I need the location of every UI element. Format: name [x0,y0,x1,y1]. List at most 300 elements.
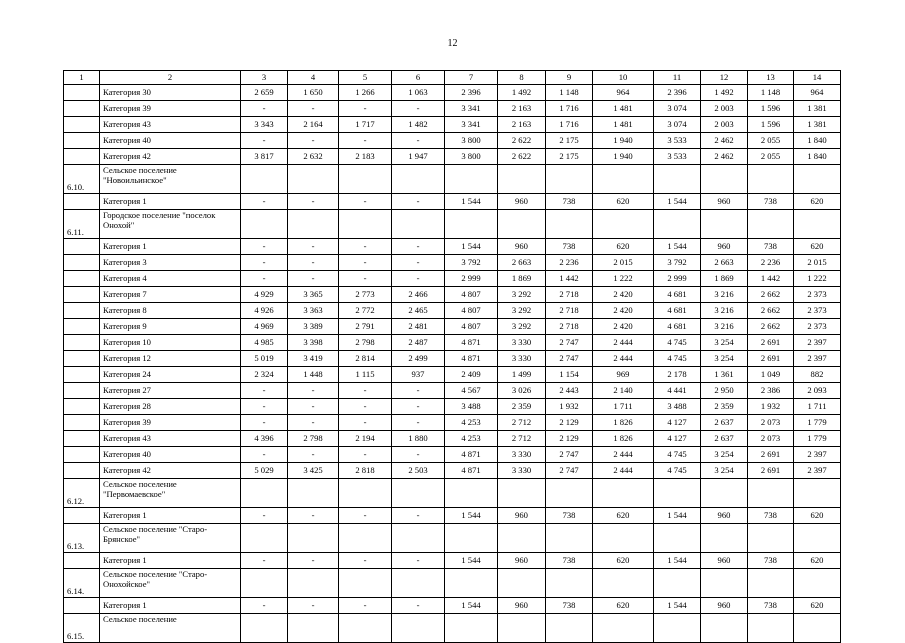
row-number [64,463,100,479]
column-header: 9 [546,71,593,85]
value-cell: 738 [546,598,593,614]
column-header: 2 [100,71,241,85]
value-cell: - [392,383,445,399]
value-cell: 4 871 [445,351,498,367]
value-cell [339,479,392,508]
value-cell: 738 [748,598,794,614]
value-cell: 2 791 [339,319,392,335]
value-cell: 4 253 [445,415,498,431]
value-cell: 1 716 [546,117,593,133]
category-name: Категория 12 [100,351,241,367]
page-number: 12 [447,38,458,49]
row-number: 6.11. [64,210,100,239]
value-cell: 4 871 [445,463,498,479]
value-cell: 2 093 [794,383,841,399]
value-cell [498,614,546,643]
value-cell: 2 999 [654,271,701,287]
value-cell: 964 [593,85,654,101]
value-cell: 4 681 [654,303,701,319]
value-cell: 2 999 [445,271,498,287]
value-cell: 1 940 [593,149,654,165]
value-cell [241,614,288,643]
value-cell: 2 462 [701,133,748,149]
value-cell: 620 [794,239,841,255]
value-cell: - [288,101,339,117]
value-cell [748,614,794,643]
value-cell: 2 444 [593,351,654,367]
value-cell: 3 254 [701,463,748,479]
row-number: 6.15. [64,614,100,643]
value-cell: 2 662 [748,319,794,335]
value-cell: 1 266 [339,85,392,101]
column-header: 10 [593,71,654,85]
value-cell: 2 397 [794,463,841,479]
value-cell [288,524,339,553]
value-cell: 3 341 [445,101,498,117]
value-cell [701,165,748,194]
value-cell: 4 929 [241,287,288,303]
value-cell: 3 330 [498,351,546,367]
column-header: 8 [498,71,546,85]
row-number [64,287,100,303]
value-cell: 1 492 [498,85,546,101]
value-cell [288,479,339,508]
value-cell: 2 747 [546,463,593,479]
value-cell: - [288,447,339,463]
value-cell [654,165,701,194]
row-number: 6.13. [64,524,100,553]
value-cell [794,614,841,643]
value-cell: 1 381 [794,117,841,133]
value-cell: - [392,255,445,271]
value-cell: 738 [748,239,794,255]
value-cell: 3 398 [288,335,339,351]
value-cell [593,210,654,239]
value-cell: 1 596 [748,117,794,133]
value-cell: 1 448 [288,367,339,383]
value-cell [794,479,841,508]
category-name: Категория 1 [100,194,241,210]
table-row [64,383,841,399]
value-cell: 2 163 [498,117,546,133]
table-row [64,303,841,319]
value-cell [445,210,498,239]
value-cell: 2 462 [701,149,748,165]
value-cell: 2 163 [498,101,546,117]
row-number [64,415,100,431]
value-cell: 2 236 [748,255,794,271]
value-cell [654,614,701,643]
row-number [64,335,100,351]
value-cell: 4 681 [654,319,701,335]
value-cell: 2 396 [654,85,701,101]
value-cell: 3 800 [445,149,498,165]
column-header: 6 [392,71,445,85]
value-cell: 2 637 [701,415,748,431]
value-cell: 3 292 [498,287,546,303]
value-cell: 2 466 [392,287,445,303]
table-row [64,319,841,335]
value-cell: 2 073 [748,431,794,447]
category-name: Категория 40 [100,133,241,149]
value-cell: 3 254 [701,447,748,463]
section-row [64,524,841,553]
value-cell: 1 442 [546,271,593,287]
value-cell: 738 [546,239,593,255]
value-cell [445,165,498,194]
value-cell [748,479,794,508]
value-cell: 2 499 [392,351,445,367]
value-cell: 2 409 [445,367,498,383]
column-header: 13 [748,71,794,85]
row-number [64,508,100,524]
value-cell: 4 396 [241,431,288,447]
value-cell [654,524,701,553]
value-cell: - [288,508,339,524]
row-number [64,239,100,255]
value-cell: 2 663 [498,255,546,271]
row-number [64,149,100,165]
value-cell: 2 396 [445,85,498,101]
value-cell: - [392,399,445,415]
value-cell: 3 026 [498,383,546,399]
value-cell: 4 926 [241,303,288,319]
value-cell: 4 127 [654,431,701,447]
value-cell [794,524,841,553]
row-number: 6.10. [64,165,100,194]
value-cell [794,165,841,194]
value-cell: 2 015 [794,255,841,271]
value-cell: 1 840 [794,149,841,165]
row-number: 6.12. [64,479,100,508]
value-cell: - [241,508,288,524]
value-cell [339,569,392,598]
value-cell: 1 361 [701,367,748,383]
value-cell: 2 718 [546,287,593,303]
value-cell: 1 544 [445,194,498,210]
value-cell: 738 [546,194,593,210]
value-cell: - [392,194,445,210]
value-cell: 2 691 [748,351,794,367]
value-cell: 2 632 [288,149,339,165]
value-cell: 960 [701,194,748,210]
value-cell [748,210,794,239]
value-cell: 1 544 [445,508,498,524]
value-cell: - [339,271,392,287]
value-cell: 1 222 [794,271,841,287]
value-cell: 2 691 [748,447,794,463]
table-row [64,553,841,569]
category-name: Категория 1 [100,553,241,569]
value-cell: 4 807 [445,287,498,303]
column-header: 1 [64,71,100,85]
value-cell: 4 253 [445,431,498,447]
value-cell: 620 [794,508,841,524]
value-cell: 1 154 [546,367,593,383]
value-cell: - [288,415,339,431]
value-cell: 2 481 [392,319,445,335]
value-cell: 2 465 [392,303,445,319]
value-cell [339,524,392,553]
value-cell: 1 717 [339,117,392,133]
section-row [64,569,841,598]
value-cell: 969 [593,367,654,383]
value-cell: - [339,508,392,524]
value-cell: - [392,415,445,431]
value-cell: - [241,399,288,415]
value-cell: - [288,255,339,271]
value-cell: 4 807 [445,303,498,319]
value-cell: 1 442 [748,271,794,287]
value-cell [498,165,546,194]
value-cell: 4 807 [445,319,498,335]
value-cell: 2 747 [546,335,593,351]
value-cell [546,569,593,598]
value-cell: 620 [794,598,841,614]
value-cell: 738 [748,508,794,524]
value-cell: 5 029 [241,463,288,479]
value-cell: 1 148 [748,85,794,101]
value-cell: 1 779 [794,415,841,431]
value-cell: 3 533 [654,133,701,149]
row-number [64,133,100,149]
value-cell: 2 055 [748,149,794,165]
value-cell: - [241,194,288,210]
value-cell [445,479,498,508]
value-cell: - [241,415,288,431]
row-number [64,101,100,117]
table-row [64,463,841,479]
value-cell: 620 [593,598,654,614]
row-number [64,85,100,101]
value-cell [701,479,748,508]
value-cell: 2 129 [546,415,593,431]
column-header: 7 [445,71,498,85]
row-number [64,367,100,383]
value-cell: 738 [546,508,593,524]
value-cell: 4 681 [654,287,701,303]
value-cell: 2 386 [748,383,794,399]
table-row [64,194,841,210]
row-number [64,303,100,319]
row-number [64,271,100,287]
value-cell: 3 419 [288,351,339,367]
column-header: 3 [241,71,288,85]
value-cell: 3 817 [241,149,288,165]
value-cell: 3 292 [498,319,546,335]
value-cell: 3 425 [288,463,339,479]
row-number [64,351,100,367]
column-header: 11 [654,71,701,85]
value-cell: 3 363 [288,303,339,319]
value-cell: - [392,271,445,287]
value-cell: 2 420 [593,303,654,319]
category-name: Категория 10 [100,335,241,351]
value-cell: 1 869 [498,271,546,287]
value-cell: 2 487 [392,335,445,351]
value-cell: 2 622 [498,133,546,149]
table-body [64,71,841,643]
value-cell: - [288,194,339,210]
value-cell: 2 798 [339,335,392,351]
value-cell: - [339,101,392,117]
table-row [64,447,841,463]
value-cell [654,569,701,598]
value-cell: 2 359 [498,399,546,415]
table-row [64,508,841,524]
value-cell: 620 [794,194,841,210]
value-cell [593,614,654,643]
value-cell: - [339,553,392,569]
value-cell: 960 [701,508,748,524]
value-cell: 2 073 [748,415,794,431]
value-cell: 4 441 [654,383,701,399]
value-cell: 1 544 [654,508,701,524]
value-cell: 2 397 [794,447,841,463]
value-cell: 620 [593,508,654,524]
value-cell: 4 871 [445,447,498,463]
value-cell [593,569,654,598]
category-name: Категория 40 [100,447,241,463]
table-row [64,85,841,101]
value-cell: 2 503 [392,463,445,479]
row-number [64,383,100,399]
value-cell: 1 711 [794,399,841,415]
value-cell: 2 373 [794,319,841,335]
value-cell: 2 718 [546,319,593,335]
value-cell: 1 711 [593,399,654,415]
value-cell [748,569,794,598]
value-cell: 3 792 [654,255,701,271]
section-row [64,210,841,239]
value-cell: 1 544 [654,553,701,569]
value-cell [288,569,339,598]
value-cell: 738 [546,553,593,569]
value-cell [654,210,701,239]
value-cell: 3 341 [445,117,498,133]
value-cell [593,479,654,508]
section-name: Сельское поселение "Старо-Брянское" [100,524,241,553]
column-header: 4 [288,71,339,85]
value-cell: 960 [498,239,546,255]
value-cell: 3 343 [241,117,288,133]
value-cell: - [392,553,445,569]
value-cell: 620 [593,553,654,569]
value-cell: 2 015 [593,255,654,271]
value-cell: 1 481 [593,117,654,133]
value-cell: 3 074 [654,101,701,117]
section-row [64,479,841,508]
value-cell: 2 712 [498,415,546,431]
value-cell [445,569,498,598]
category-name: Категория 43 [100,117,241,133]
row-number [64,431,100,447]
value-cell: 620 [794,553,841,569]
value-cell [546,524,593,553]
value-cell: 2 663 [701,255,748,271]
value-cell: 1 049 [748,367,794,383]
category-name: Категория 28 [100,399,241,415]
value-cell: 2 772 [339,303,392,319]
value-cell [701,524,748,553]
value-cell: 1 115 [339,367,392,383]
value-cell: 1 826 [593,415,654,431]
value-cell: 3 330 [498,463,546,479]
table-row [64,287,841,303]
column-number-row [64,71,841,85]
column-header: 14 [794,71,841,85]
value-cell [593,165,654,194]
value-cell: - [339,598,392,614]
value-cell: 1 544 [654,598,701,614]
value-cell: - [241,101,288,117]
value-cell: 2 444 [593,447,654,463]
value-cell: 2 140 [593,383,654,399]
value-cell: 2 164 [288,117,339,133]
category-name: Категория 7 [100,287,241,303]
category-name: Категория 27 [100,383,241,399]
value-cell: 2 359 [701,399,748,415]
value-cell: 960 [498,598,546,614]
value-cell: 738 [748,194,794,210]
value-cell [339,614,392,643]
value-cell [593,524,654,553]
category-name: Категория 24 [100,367,241,383]
value-cell: 3 800 [445,133,498,149]
value-cell [288,210,339,239]
value-cell: 1 482 [392,117,445,133]
value-cell: - [339,133,392,149]
row-number [64,553,100,569]
value-cell [241,165,288,194]
table-row [64,431,841,447]
column-header: 12 [701,71,748,85]
table-row [64,133,841,149]
value-cell: - [339,415,392,431]
value-cell: 2 236 [546,255,593,271]
value-cell [241,524,288,553]
row-number [64,194,100,210]
value-cell: - [288,598,339,614]
column-header: 5 [339,71,392,85]
value-cell: - [392,239,445,255]
category-name: Категория 9 [100,319,241,335]
value-cell: 1 840 [794,133,841,149]
table-row [64,351,841,367]
category-name: Категория 1 [100,508,241,524]
value-cell: 3 488 [654,399,701,415]
row-number [64,117,100,133]
value-cell: 1 148 [546,85,593,101]
value-cell: 3 792 [445,255,498,271]
value-cell: - [392,598,445,614]
value-cell: 3 216 [701,287,748,303]
value-cell: 3 216 [701,319,748,335]
value-cell: 1 650 [288,85,339,101]
value-cell: 2 691 [748,335,794,351]
value-cell: 1 544 [654,194,701,210]
value-cell: - [288,399,339,415]
value-cell: 1 544 [445,553,498,569]
table-row [64,255,841,271]
value-cell: 4 745 [654,335,701,351]
value-cell [748,165,794,194]
value-cell: - [339,447,392,463]
value-cell: 2 637 [701,431,748,447]
value-cell [498,479,546,508]
category-name: Категория 39 [100,101,241,117]
row-number [64,447,100,463]
